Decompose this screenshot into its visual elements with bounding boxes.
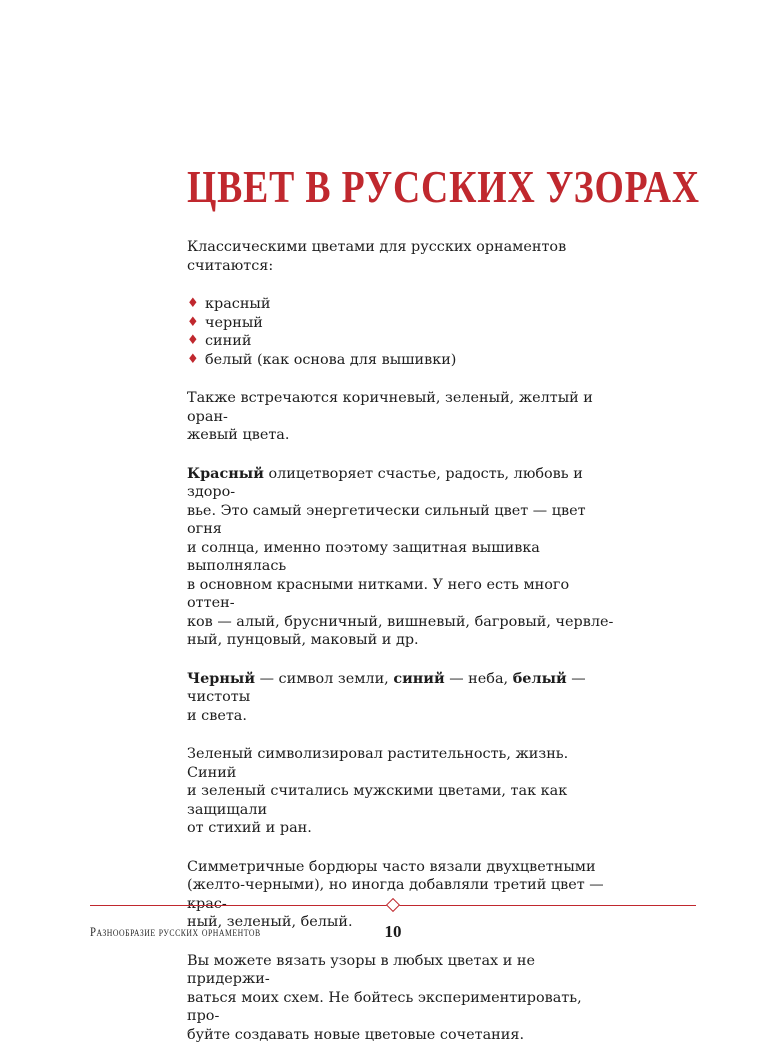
intro-paragraph: Классическими цветами для русских орнаментов считаются: (187, 238, 617, 275)
other-colors-paragraph: Также встречаются коричневый, зеленый, желтый и оран- жевый цвета. (187, 389, 617, 445)
term-blue: синий (393, 670, 444, 687)
diamond-bullet-icon: ♦ (187, 295, 199, 314)
black-blue-white-paragraph: Черный — символ земли, синий — неба, белый — чистоты и света. (187, 670, 617, 726)
colors-list (187, 295, 617, 369)
term-black: Черный (187, 670, 255, 687)
red-paragraph: Красный олицетворяет счастье, радость, любовь и здоро- вье. Это самый энергетически сильный цвет — цвет огня и солнца, именно поэтому защитная вышивка выполнялась в основном красными нитками. У него есть много оттен- ков — алый, брусничный, вишневый, багровый, червле- ный, пунцовый, маковый и др. (187, 465, 617, 650)
term-red: Красный (187, 465, 264, 482)
diamond-bullet-icon: ♦ (187, 332, 199, 351)
list-item: ♦ красный (187, 295, 617, 314)
diamond-bullet-icon: ♦ (187, 314, 199, 333)
term-white: белый (513, 670, 567, 687)
experiment-paragraph: Вы можете вязать узоры в любых цветах и не придержи- ваться моих схем. Не бойтесь экспериментировать, про- буйте создавать новые цветовые сочетания. (187, 952, 617, 1044)
list-item: ♦ черный (187, 314, 617, 333)
list-item: ♦ синий (187, 332, 617, 351)
green-paragraph: Зеленый символизировал растительность, жизнь. Синий и зеленый считались мужскими цветами, так как защищали от стихий и ран. (187, 745, 617, 838)
list-item: ♦ белый (как основа для вышивки) (187, 351, 617, 370)
diamond-bullet-icon: ♦ (187, 351, 199, 370)
page-title: ЦВЕТ В РУССКИХ УЗОРАХ (187, 160, 700, 213)
page-number: 10 (380, 922, 406, 942)
footer-book-title: Разнообразие русских орнаментов (90, 925, 261, 940)
borders-paragraph: Симметричные бордюры часто вязали двухцветными (желто-черными), но иногда добавляли третий цвет — крас- ный, зеленый, белый. (187, 858, 617, 932)
